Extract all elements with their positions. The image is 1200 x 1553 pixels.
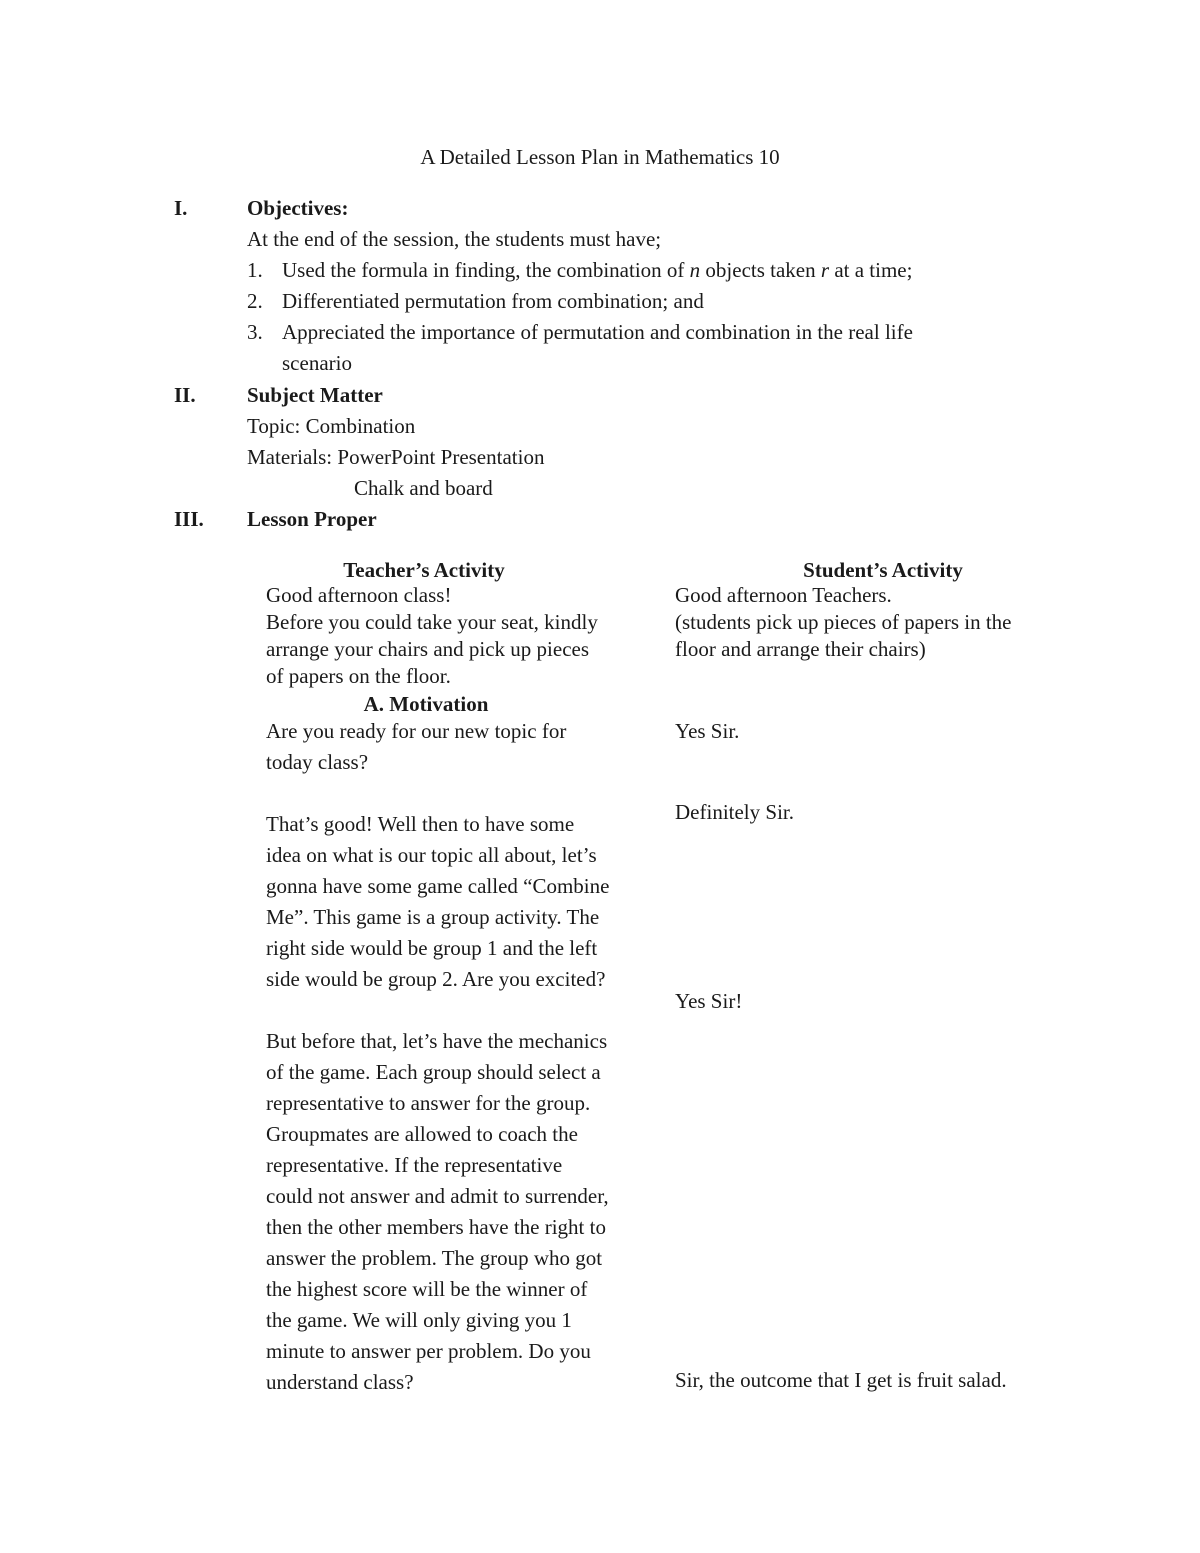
- objective-number: 2.: [247, 289, 263, 313]
- teacher-line: minute to answer per problem. Do you: [266, 1339, 591, 1363]
- teacher-line: Groupmates are allowed to coach the: [266, 1122, 578, 1146]
- student-ready-answer: Yes Sir.: [675, 719, 740, 743]
- document-title: A Detailed Lesson Plan in Mathematics 10: [420, 145, 780, 169]
- teacher-line: side would be group 2. Are you excited?: [266, 967, 606, 991]
- section-number-objectives: I.: [174, 196, 188, 220]
- student-definitely-answer: Definitely Sir.: [675, 800, 794, 824]
- teacher-line: then the other members have the right to: [266, 1215, 606, 1239]
- subject-topic: Topic: Combination: [247, 414, 416, 438]
- subject-materials: Materials: PowerPoint Presentation: [247, 445, 545, 469]
- objective-number: 3.: [247, 320, 263, 344]
- objective-item-3-continued: scenario: [282, 351, 352, 375]
- student-line: (students pick up pieces of papers in the: [675, 610, 1012, 634]
- student-line: floor and arrange their chairs): [675, 637, 926, 661]
- section-heading-subject-matter: Subject Matter: [247, 383, 383, 407]
- objective-item-1: Used the formula in finding, the combination of n objects taken r at a time;: [282, 258, 913, 282]
- teacher-line: Me”. This game is a group activity. The: [266, 905, 600, 929]
- teacher-line: of papers on the floor.: [266, 664, 451, 688]
- teacher-line: Before you could take your seat, kindly: [266, 610, 598, 634]
- teacher-game-mechanics: [266, 1026, 666, 1398]
- objective-number: 1.: [247, 258, 263, 282]
- objective-item-2: Differentiated permutation from combination; and: [282, 289, 704, 313]
- section-number-lesson-proper: III.: [174, 507, 204, 531]
- motivation-heading: A. Motivation: [363, 692, 489, 716]
- teacher-game-intro: [266, 809, 666, 995]
- section-heading-objectives: Objectives:: [247, 196, 349, 220]
- objectives-intro: At the end of the session, the students must have;: [247, 227, 662, 251]
- teacher-line: answer the problem. The group who got: [266, 1246, 603, 1270]
- teacher-line: Are you ready for our new topic for: [266, 719, 567, 743]
- teacher-line: representative to answer for the group.: [266, 1091, 591, 1115]
- teacher-line: Good afternoon class!: [266, 583, 452, 607]
- teacher-ready-question: [266, 716, 666, 778]
- student-line: Good afternoon Teachers.: [675, 583, 892, 607]
- student-outcome-answer: Sir, the outcome that I get is fruit salad.: [675, 1368, 1007, 1392]
- teacher-line: understand class?: [266, 1370, 414, 1394]
- teacher-greeting: [266, 582, 666, 690]
- teacher-line: the highest score will be the winner of: [266, 1277, 588, 1301]
- subject-materials-continued: Chalk and board: [354, 476, 493, 500]
- teacher-line: gonna have some game called “Combine: [266, 874, 610, 898]
- teacher-line: That’s good! Well then to have some: [266, 812, 575, 836]
- teacher-line: today class?: [266, 750, 369, 774]
- student-greeting: [675, 582, 1075, 663]
- student-excited-answer: Yes Sir!: [675, 989, 743, 1013]
- student-activity-heading: Student’s Activity: [803, 558, 963, 582]
- teacher-activity-heading: Teacher’s Activity: [343, 558, 505, 582]
- section-number-subject-matter: II.: [174, 383, 196, 407]
- section-heading-lesson-proper: Lesson Proper: [247, 507, 377, 531]
- teacher-line: could not answer and admit to surrender,: [266, 1184, 609, 1208]
- objective-item-3: Appreciated the importance of permutation and combination in the real life: [282, 320, 913, 344]
- teacher-line: the game. We will only giving you 1: [266, 1308, 572, 1332]
- teacher-line: representative. If the representative: [266, 1153, 563, 1177]
- teacher-line: of the game. Each group should select a: [266, 1060, 601, 1084]
- teacher-line: arrange your chairs and pick up pieces: [266, 637, 590, 661]
- teacher-line: idea on what is our topic all about, let’s: [266, 843, 597, 867]
- teacher-line: But before that, let’s have the mechanics: [266, 1029, 608, 1053]
- teacher-line: right side would be group 1 and the left: [266, 936, 598, 960]
